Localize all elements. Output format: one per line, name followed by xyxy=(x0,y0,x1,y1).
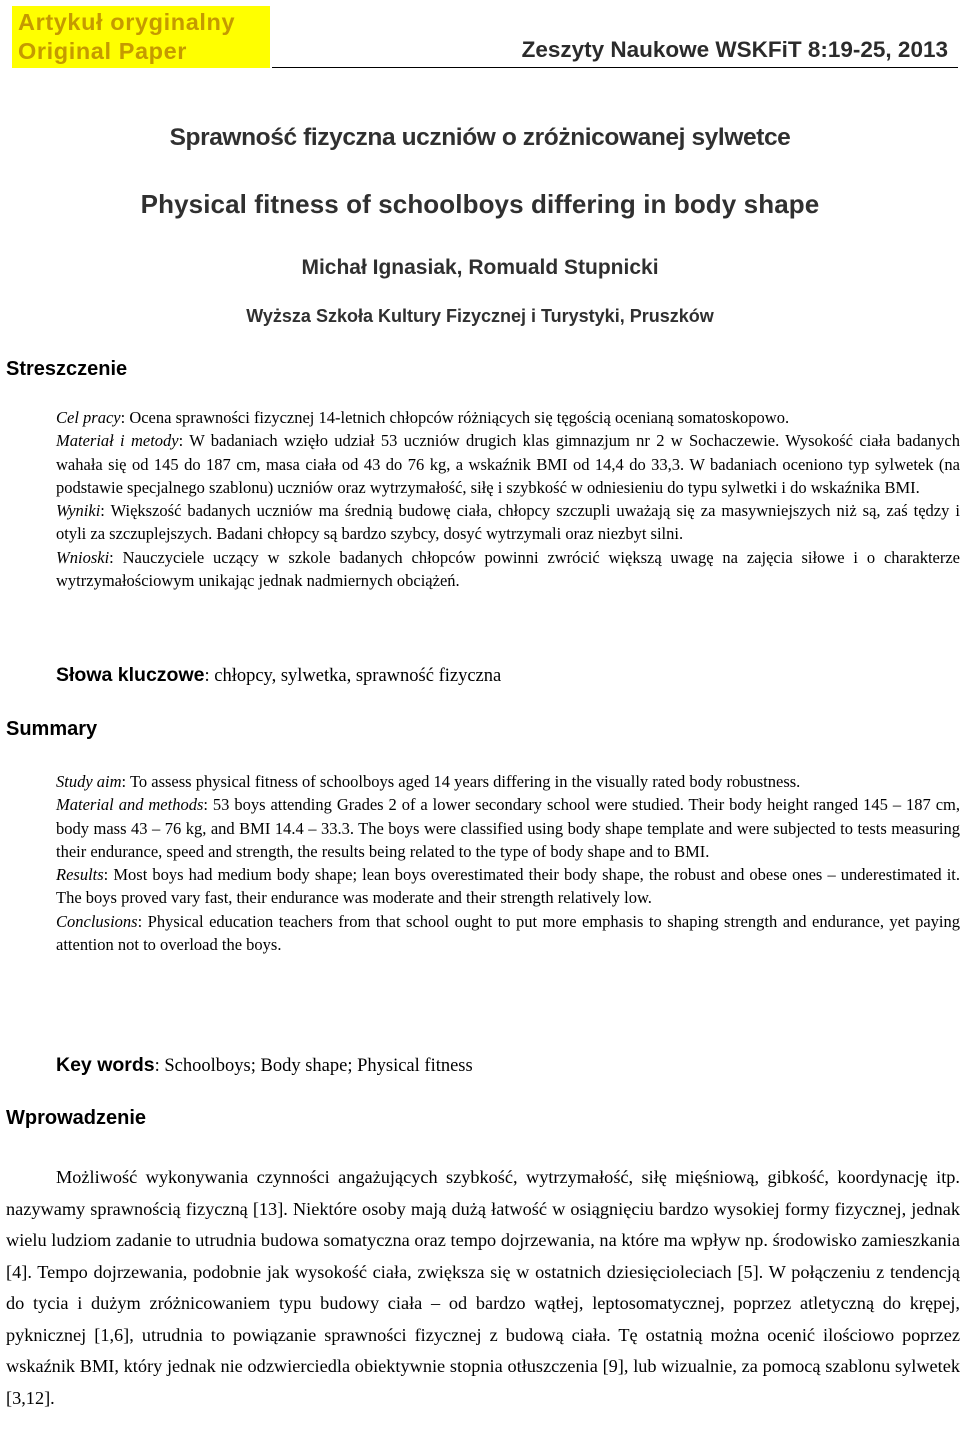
authors: Michał Ignasiak, Romuald Stupnicki xyxy=(301,256,659,279)
section-text: : W badaniach wzięło udział 53 uczniów drugich klas gimnazjum nr 2 w Sochaczewie. Wysokość ciała badanych wahała się od 145 do 187 cm, masa ciała od 43 do 76 kg, a wskaźnik BMI od 14,4 do 33,3. W badaniach oceniono typ sylwetek (na podstawie specjalnego szablonu) uczniów oraz wytrzymałość, siłę i szybkość w odniesieniu do typu sylwetki i do wskaźnika BMI. xyxy=(56,431,960,497)
introduction-paragraph: Możliwość wykonywania czynności angażujących szybkość, wytrzymałość, siłę mięśniową, gibkość, koordynację itp. nazywamy sprawnością fizyczną [13]. Niektóre osoby mają dużą łatwość w osiągnięciu bardzo wysokiej formy fizycznej, jednak wielu ludziom zadanie to utrudnia budowa somatyczna oraz tempo dojrzewania, na które ma wpływ np. środowisko zamieszkania [4]. Tempo dojrzewania, podobnie jak wysokość ciała, zwiększa się w ostatnich dziesięcioleciach [5]. W połączeniu z tendencją do tycia i dużym zróżnicowaniem typu budowy ciała – od bardzo wątłej, leptosomatycznej, poprzez atletyczną do krępej, pyknicznej [1,6], utrudnia to powiązanie sprawności fizycznej z budową ciała. Tę ostatnią można ocenić ilościowo poprzez wskaźnik BMI, który jednak nie odzwierciedla obiektywnie stopnia otłuszczenia [9], lub wizualnie, za pomocą szablonu sylwetek [3,12]. xyxy=(6,1167,960,1408)
keywords-polish xyxy=(56,664,501,687)
heading-wprowadzenie: Wprowadzenie xyxy=(6,1107,147,1129)
section-text: : Ocena sprawności fizycznej 14-letnich chłopców różniących się tęgością ocenianą somatoskopowo. xyxy=(120,408,790,427)
keywords-text: : chłopcy, sylwetka, sprawność fizyczna xyxy=(204,666,502,686)
abstract-paragraph xyxy=(56,793,960,863)
section-text: : 53 boys attending Grades 2 of a lower secondary school were studied. Their body height ranged 145 – 187 cm, body mass 43 – 76 kg, and BMI 14.4 – 33.3. The boys were classified using body shape template and were subjected to tests measuring their endurance, speed and strength, the results being related to the type of body shape and to BMI. xyxy=(56,795,960,861)
abstract-paragraph xyxy=(56,770,960,793)
abstract-paragraph xyxy=(56,910,960,957)
journal-citation: Zeszyty Naukowe WSKFiT 8:19-25, 2013 xyxy=(521,37,948,62)
title-polish: Sprawność fizyczna uczniów o zróżnicowanej sylwetce xyxy=(169,124,791,151)
section-text: : To assess physical fitness of schoolboys aged 14 years differing in the visually rated body robustness. xyxy=(121,772,801,791)
article-type-pl: Artykuł oryginalny xyxy=(18,9,236,35)
keywords-label: Key words xyxy=(56,1054,155,1076)
affiliation: Wyższa Szkoła Kultury Fizycznej i Turystyki, Pruszków xyxy=(246,306,714,326)
section-label: Material and methods xyxy=(56,795,204,815)
section-label: Study aim xyxy=(56,772,122,791)
abstract-paragraph xyxy=(56,863,960,910)
abstract-english xyxy=(56,770,960,956)
section-label: Wyniki xyxy=(56,501,101,521)
article-type-badge xyxy=(12,6,270,68)
section-label: Conclusions xyxy=(56,911,138,931)
section-text: : Większość badanych uczniów ma średnią budowę ciała, chłopcy szczupli uważają się za masywniejszych niż są, zaś tędzy i otyli za szczuplejszych. Badani chłopcy są bardzo szybcy, dosyć wytrzymali oraz niezbyt silni. xyxy=(56,501,960,544)
section-label: Materiał i metody xyxy=(56,431,179,451)
section-label: Results xyxy=(56,865,104,885)
abstract-paragraph xyxy=(56,429,960,499)
section-label: Cel pracy xyxy=(56,408,121,427)
header-rule xyxy=(272,67,958,68)
abstract-paragraph xyxy=(56,546,960,593)
heading-streszczenie: Streszczenie xyxy=(6,358,128,380)
article-type-en: Original Paper xyxy=(18,38,188,64)
section-label: Wnioski xyxy=(56,547,110,567)
abstract-polish xyxy=(56,406,960,592)
abstract-paragraph xyxy=(56,499,960,546)
title-english: Physical fitness of schoolboys differing in body shape xyxy=(140,189,820,219)
keywords-label: Słowa kluczowe xyxy=(56,664,205,686)
section-text: : Most boys had medium body shape; lean boys overestimated their body shape, the robust and obese ones – underestimated it. The boys proved vary fast, their endurance was moderate and their strength relatively low. xyxy=(56,865,960,908)
keywords-text: : Schoolboys; Body shape; Physical fitness xyxy=(154,1056,473,1076)
keywords-english xyxy=(56,1054,473,1077)
section-text: : Physical education teachers from that school ought to put more emphasis to shaping strength and endurance, yet paying attention not to overload the boys. xyxy=(56,911,960,955)
abstract-paragraph xyxy=(56,406,960,429)
section-text: : Nauczyciele uczący w szkole badanych chłopców powinni zwrócić większą uwagę na zajęcia siłowe i o charakterze wytrzymałościowym unikając jednak nadmiernych obciążeń. xyxy=(56,547,960,591)
heading-summary: Summary xyxy=(6,718,98,740)
